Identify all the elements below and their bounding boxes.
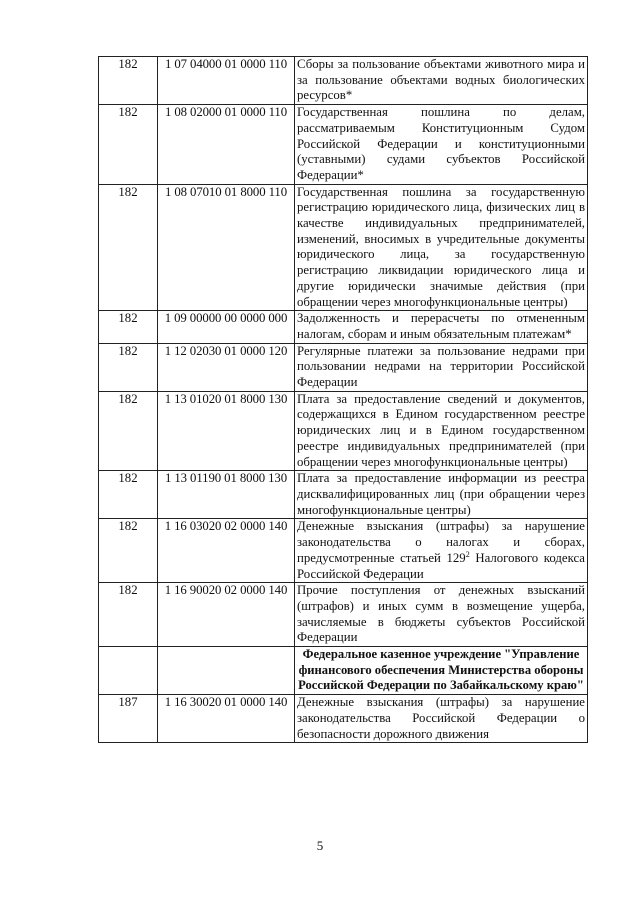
admin-code-cell: 182 xyxy=(99,57,158,105)
revenue-code-cell: 1 13 01020 01 8000 130 xyxy=(158,391,295,471)
revenue-name-cell: Прочие поступления от денежных взысканий (штрафов) и иных сумм в возмещение ущерба, зачисляемые в бюджеты субъектов Российской Федерации xyxy=(295,583,588,647)
administrator-heading: Федеральное казенное учреждение "Управление финансового обеспечения Министерства обороны Российской Федерации по Забайкальскому краю" xyxy=(295,647,588,695)
table-row xyxy=(99,57,588,105)
admin-code-cell: 182 xyxy=(99,343,158,391)
page-number: 5 xyxy=(316,838,324,853)
table-row xyxy=(99,184,588,311)
revenue-code-cell: 1 09 00000 00 0000 000 xyxy=(158,311,295,343)
revenue-name-cell: Денежные взыскания (штрафы) за нарушение законодательства Российской Федерации о безопасности дорожного движения xyxy=(295,695,588,743)
revenue-name-cell: Государственная пошлина за государственную регистрацию юридического лица, физических лиц в качестве индивидуальных предпринимателей, изменений, вносимых в учредительные документы юридического лица, за государственную регистрацию ликвидации юридического лица и другие юридически значимые действия (при обращении через многофункциональные центры) xyxy=(295,184,588,311)
revenue-name-cell: Плата за предоставление информации из реестра дисквалифицированных лиц (при обращении через многофункциональные центры) xyxy=(295,471,588,519)
revenue-name-cell: Государственная пошлина по делам, рассматриваемым Конституционным Судом Российской Федерации и конституционными (уставными) судами субъектов Российской Федерации* xyxy=(295,105,588,185)
admin-code-cell: 182 xyxy=(99,184,158,311)
admin-code-cell xyxy=(99,647,158,695)
revenue-name-text: Денежные взыскания (штрафы) за нарушение законодательства о налогах и сборах, предусмотренные статьей 129 xyxy=(297,519,585,565)
table-row xyxy=(99,583,588,647)
table-row xyxy=(99,391,588,471)
revenue-name-cell: Регулярные платежи за пользование недрами при пользовании недрами на территории Российской Федерации xyxy=(295,343,588,391)
admin-code-cell: 182 xyxy=(99,391,158,471)
revenue-code-cell: 1 12 02030 01 0000 120 xyxy=(158,343,295,391)
revenue-code-cell: 1 13 01190 01 8000 130 xyxy=(158,471,295,519)
revenue-code-cell: 1 16 30020 01 0000 140 xyxy=(158,695,295,743)
revenue-codes-table xyxy=(98,56,588,743)
admin-code-cell: 182 xyxy=(99,583,158,647)
table-row xyxy=(99,343,588,391)
admin-code-cell: 182 xyxy=(99,105,158,185)
table-row xyxy=(99,695,588,743)
admin-code-cell: 182 xyxy=(99,471,158,519)
table-row xyxy=(99,519,588,583)
table-row xyxy=(99,105,588,185)
revenue-name-cell: Сборы за пользование объектами животного мира и за пользование объектами водных биологических ресурсов* xyxy=(295,57,588,105)
revenue-code-cell: 1 07 04000 01 0000 110 xyxy=(158,57,295,105)
revenue-code-cell xyxy=(158,647,295,695)
table-row-section-header xyxy=(99,647,588,695)
revenue-name-cell xyxy=(295,519,588,583)
revenue-code-cell: 1 16 90020 02 0000 140 xyxy=(158,583,295,647)
revenue-name-cell: Задолженность и перерасчеты по отмененным налогам, сборам и иным обязательным платежам* xyxy=(295,311,588,343)
table-row xyxy=(99,311,588,343)
table-row xyxy=(99,471,588,519)
revenue-name-cell: Плата за предоставление сведений и документов, содержащихся в Едином государственном реестре юридических лиц и в Едином государственном реестре индивидуальных предпринимателей (при обращении через многофункциональные центры) xyxy=(295,391,588,471)
revenue-code-cell: 1 16 03020 02 0000 140 xyxy=(158,519,295,583)
revenue-name-text-continued: Налогового кодекса Российской Федерации xyxy=(297,550,585,581)
admin-code-cell: 187 xyxy=(99,695,158,743)
admin-code-cell: 182 xyxy=(99,519,158,583)
admin-code-cell: 182 xyxy=(99,311,158,343)
footnote-superscript: 2 xyxy=(465,549,470,559)
revenue-code-cell: 1 08 07010 01 8000 110 xyxy=(158,184,295,311)
revenue-code-cell: 1 08 02000 01 0000 110 xyxy=(158,105,295,185)
